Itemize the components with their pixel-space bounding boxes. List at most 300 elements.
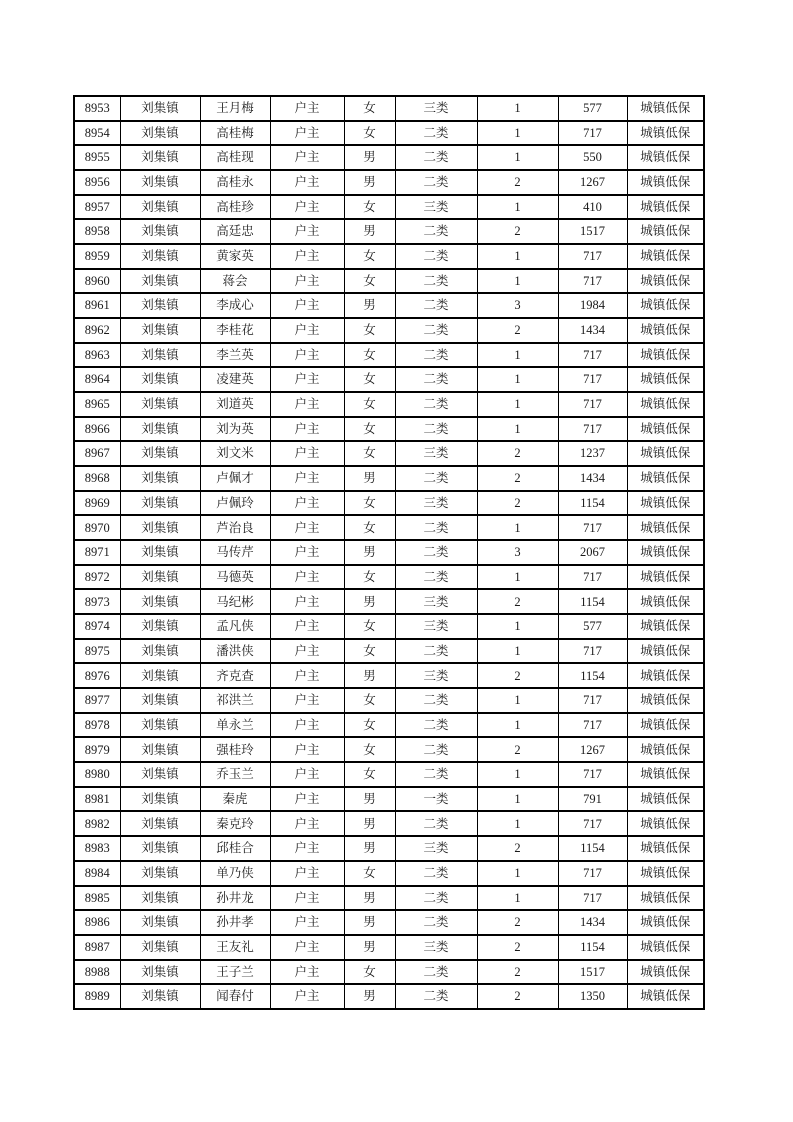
cell-relation: 户主 (270, 960, 344, 985)
cell-relation: 户主 (270, 614, 344, 639)
cell-category: 二类 (395, 367, 477, 392)
cell-welfare-type: 城镇低保 (627, 713, 704, 738)
cell-relation: 户主 (270, 639, 344, 664)
cell-town: 刘集镇 (120, 244, 200, 269)
cell-town: 刘集镇 (120, 836, 200, 861)
cell-relation: 户主 (270, 688, 344, 713)
cell-person-name: 刘为英 (200, 417, 270, 442)
cell-relation: 户主 (270, 565, 344, 590)
cell-welfare-type: 城镇低保 (627, 565, 704, 590)
cell-gender: 男 (344, 886, 395, 911)
cell-gender: 女 (344, 762, 395, 787)
cell-amount: 577 (558, 96, 627, 121)
cell-welfare-type: 城镇低保 (627, 762, 704, 787)
cell-town: 刘集镇 (120, 886, 200, 911)
cell-relation: 户主 (270, 244, 344, 269)
cell-person-count: 1 (477, 639, 558, 664)
cell-welfare-type: 城镇低保 (627, 269, 704, 294)
cell-category: 三类 (395, 663, 477, 688)
cell-welfare-type: 城镇低保 (627, 170, 704, 195)
cell-person-name: 闻春付 (200, 984, 270, 1009)
table-row (74, 491, 704, 516)
cell-amount: 717 (558, 392, 627, 417)
cell-serial-number: 8963 (74, 343, 120, 368)
cell-person-count: 2 (477, 737, 558, 762)
cell-person-count: 3 (477, 540, 558, 565)
cell-amount: 1517 (558, 219, 627, 244)
cell-town: 刘集镇 (120, 762, 200, 787)
cell-person-count: 2 (477, 219, 558, 244)
cell-person-count: 1 (477, 688, 558, 713)
table-row (74, 861, 704, 886)
cell-town: 刘集镇 (120, 515, 200, 540)
cell-person-name: 凌建英 (200, 367, 270, 392)
cell-relation: 户主 (270, 886, 344, 911)
cell-category: 二类 (395, 540, 477, 565)
cell-gender: 女 (344, 96, 395, 121)
cell-serial-number: 8984 (74, 861, 120, 886)
table-row (74, 515, 704, 540)
cell-category: 三类 (395, 589, 477, 614)
cell-person-count: 1 (477, 244, 558, 269)
cell-gender: 男 (344, 787, 395, 812)
cell-welfare-type: 城镇低保 (627, 910, 704, 935)
cell-serial-number: 8957 (74, 195, 120, 220)
cell-category: 一类 (395, 787, 477, 812)
cell-serial-number: 8967 (74, 441, 120, 466)
cell-amount: 550 (558, 145, 627, 170)
cell-relation: 户主 (270, 836, 344, 861)
cell-relation: 户主 (270, 713, 344, 738)
cell-category: 三类 (395, 195, 477, 220)
table-row (74, 219, 704, 244)
cell-relation: 户主 (270, 96, 344, 121)
cell-town: 刘集镇 (120, 960, 200, 985)
cell-town: 刘集镇 (120, 195, 200, 220)
cell-category: 三类 (395, 614, 477, 639)
cell-serial-number: 8979 (74, 737, 120, 762)
cell-welfare-type: 城镇低保 (627, 639, 704, 664)
cell-amount: 717 (558, 269, 627, 294)
cell-person-name: 孟凡侠 (200, 614, 270, 639)
cell-town: 刘集镇 (120, 688, 200, 713)
cell-person-count: 2 (477, 466, 558, 491)
cell-amount: 1267 (558, 737, 627, 762)
cell-relation: 户主 (270, 540, 344, 565)
cell-gender: 女 (344, 195, 395, 220)
cell-category: 二类 (395, 737, 477, 762)
cell-person-name: 孙井龙 (200, 886, 270, 911)
cell-town: 刘集镇 (120, 787, 200, 812)
cell-category: 二类 (395, 244, 477, 269)
cell-welfare-type: 城镇低保 (627, 688, 704, 713)
table-row (74, 96, 704, 121)
cell-town: 刘集镇 (120, 663, 200, 688)
cell-serial-number: 8987 (74, 935, 120, 960)
cell-category: 二类 (395, 318, 477, 343)
cell-welfare-type: 城镇低保 (627, 441, 704, 466)
cell-category: 三类 (395, 96, 477, 121)
cell-welfare-type: 城镇低保 (627, 787, 704, 812)
cell-amount: 577 (558, 614, 627, 639)
cell-person-name: 强桂玲 (200, 737, 270, 762)
cell-relation: 户主 (270, 318, 344, 343)
cell-amount: 1984 (558, 293, 627, 318)
cell-person-name: 高廷忠 (200, 219, 270, 244)
table-row (74, 441, 704, 466)
cell-amount: 1267 (558, 170, 627, 195)
cell-gender: 女 (344, 614, 395, 639)
cell-gender: 女 (344, 491, 395, 516)
cell-category: 二类 (395, 392, 477, 417)
cell-town: 刘集镇 (120, 293, 200, 318)
cell-relation: 户主 (270, 219, 344, 244)
cell-person-count: 1 (477, 392, 558, 417)
cell-gender: 男 (344, 910, 395, 935)
cell-person-name: 单乃侠 (200, 861, 270, 886)
cell-gender: 男 (344, 219, 395, 244)
cell-relation: 户主 (270, 417, 344, 442)
cell-person-name: 秦克玲 (200, 811, 270, 836)
cell-category: 二类 (395, 565, 477, 590)
cell-amount: 717 (558, 121, 627, 146)
cell-relation: 户主 (270, 466, 344, 491)
cell-relation: 户主 (270, 293, 344, 318)
table-row (74, 811, 704, 836)
cell-town: 刘集镇 (120, 614, 200, 639)
cell-serial-number: 8956 (74, 170, 120, 195)
cell-town: 刘集镇 (120, 910, 200, 935)
cell-town: 刘集镇 (120, 861, 200, 886)
cell-person-count: 1 (477, 565, 558, 590)
cell-amount: 1237 (558, 441, 627, 466)
cell-person-name: 马传芹 (200, 540, 270, 565)
cell-gender: 男 (344, 540, 395, 565)
cell-gender: 女 (344, 713, 395, 738)
cell-person-count: 1 (477, 121, 558, 146)
cell-welfare-type: 城镇低保 (627, 861, 704, 886)
cell-person-name: 高桂珍 (200, 195, 270, 220)
table-row (74, 565, 704, 590)
cell-town: 刘集镇 (120, 96, 200, 121)
cell-gender: 女 (344, 737, 395, 762)
cell-amount: 1434 (558, 466, 627, 491)
table-row (74, 984, 704, 1009)
cell-welfare-type: 城镇低保 (627, 367, 704, 392)
cell-town: 刘集镇 (120, 639, 200, 664)
cell-person-name: 秦虎 (200, 787, 270, 812)
cell-relation: 户主 (270, 491, 344, 516)
cell-town: 刘集镇 (120, 417, 200, 442)
cell-gender: 女 (344, 515, 395, 540)
cell-category: 二类 (395, 219, 477, 244)
cell-person-name: 齐克查 (200, 663, 270, 688)
table-row (74, 121, 704, 146)
cell-category: 二类 (395, 269, 477, 294)
cell-gender: 女 (344, 269, 395, 294)
cell-relation: 户主 (270, 343, 344, 368)
cell-serial-number: 8968 (74, 466, 120, 491)
cell-relation: 户主 (270, 910, 344, 935)
cell-amount: 2067 (558, 540, 627, 565)
table-row (74, 910, 704, 935)
cell-serial-number: 8959 (74, 244, 120, 269)
cell-amount: 1154 (558, 663, 627, 688)
table-row (74, 145, 704, 170)
cell-welfare-type: 城镇低保 (627, 195, 704, 220)
cell-serial-number: 8958 (74, 219, 120, 244)
cell-relation: 户主 (270, 145, 344, 170)
cell-person-name: 高桂梅 (200, 121, 270, 146)
cell-amount: 1434 (558, 910, 627, 935)
cell-relation: 户主 (270, 195, 344, 220)
cell-amount: 717 (558, 367, 627, 392)
cell-serial-number: 8986 (74, 910, 120, 935)
cell-town: 刘集镇 (120, 540, 200, 565)
cell-category: 二类 (395, 886, 477, 911)
cell-person-count: 2 (477, 491, 558, 516)
cell-person-count: 1 (477, 861, 558, 886)
cell-relation: 户主 (270, 170, 344, 195)
cell-town: 刘集镇 (120, 145, 200, 170)
cell-relation: 户主 (270, 367, 344, 392)
cell-category: 二类 (395, 417, 477, 442)
cell-gender: 女 (344, 367, 395, 392)
cell-gender: 男 (344, 663, 395, 688)
cell-person-count: 1 (477, 195, 558, 220)
cell-person-count: 1 (477, 787, 558, 812)
cell-welfare-type: 城镇低保 (627, 466, 704, 491)
cell-person-count: 2 (477, 836, 558, 861)
cell-person-name: 潘洪侠 (200, 639, 270, 664)
cell-person-count: 1 (477, 417, 558, 442)
cell-gender: 女 (344, 441, 395, 466)
cell-category: 二类 (395, 121, 477, 146)
cell-serial-number: 8975 (74, 639, 120, 664)
table-row (74, 663, 704, 688)
cell-person-count: 1 (477, 713, 558, 738)
cell-person-name: 李桂花 (200, 318, 270, 343)
cell-person-count: 1 (477, 96, 558, 121)
cell-person-count: 2 (477, 910, 558, 935)
cell-serial-number: 8953 (74, 96, 120, 121)
cell-serial-number: 8985 (74, 886, 120, 911)
cell-person-count: 1 (477, 367, 558, 392)
cell-gender: 女 (344, 121, 395, 146)
cell-amount: 1154 (558, 836, 627, 861)
cell-gender: 女 (344, 392, 395, 417)
cell-gender: 男 (344, 811, 395, 836)
cell-welfare-type: 城镇低保 (627, 96, 704, 121)
cell-town: 刘集镇 (120, 589, 200, 614)
cell-person-name: 单永兰 (200, 713, 270, 738)
cell-person-name: 卢佩玲 (200, 491, 270, 516)
cell-gender: 男 (344, 145, 395, 170)
cell-person-count: 1 (477, 145, 558, 170)
cell-amount: 410 (558, 195, 627, 220)
cell-town: 刘集镇 (120, 984, 200, 1009)
cell-serial-number: 8980 (74, 762, 120, 787)
cell-person-name: 王月梅 (200, 96, 270, 121)
cell-category: 二类 (395, 343, 477, 368)
cell-welfare-type: 城镇低保 (627, 244, 704, 269)
cell-welfare-type: 城镇低保 (627, 836, 704, 861)
cell-serial-number: 8978 (74, 713, 120, 738)
cell-serial-number: 8969 (74, 491, 120, 516)
cell-person-name: 邱桂合 (200, 836, 270, 861)
cell-gender: 男 (344, 836, 395, 861)
cell-amount: 1517 (558, 960, 627, 985)
cell-serial-number: 8971 (74, 540, 120, 565)
table-row (74, 935, 704, 960)
cell-serial-number: 8964 (74, 367, 120, 392)
cell-welfare-type: 城镇低保 (627, 589, 704, 614)
table-row (74, 787, 704, 812)
cell-welfare-type: 城镇低保 (627, 540, 704, 565)
cell-serial-number: 8977 (74, 688, 120, 713)
cell-welfare-type: 城镇低保 (627, 343, 704, 368)
cell-relation: 户主 (270, 269, 344, 294)
cell-gender: 男 (344, 984, 395, 1009)
cell-amount: 717 (558, 639, 627, 664)
cell-gender: 女 (344, 343, 395, 368)
cell-town: 刘集镇 (120, 811, 200, 836)
cell-gender: 女 (344, 861, 395, 886)
cell-person-name: 刘道英 (200, 392, 270, 417)
table-row (74, 836, 704, 861)
cell-category: 二类 (395, 170, 477, 195)
cell-category: 二类 (395, 713, 477, 738)
table-row (74, 343, 704, 368)
cell-person-name: 刘文米 (200, 441, 270, 466)
table-body (74, 96, 704, 1009)
cell-town: 刘集镇 (120, 441, 200, 466)
cell-welfare-type: 城镇低保 (627, 663, 704, 688)
cell-welfare-type: 城镇低保 (627, 121, 704, 146)
cell-welfare-type: 城镇低保 (627, 293, 704, 318)
cell-amount: 717 (558, 861, 627, 886)
cell-category: 三类 (395, 935, 477, 960)
cell-category: 二类 (395, 466, 477, 491)
cell-gender: 女 (344, 565, 395, 590)
table-row (74, 293, 704, 318)
cell-person-count: 1 (477, 343, 558, 368)
cell-gender: 女 (344, 417, 395, 442)
cell-gender: 男 (344, 935, 395, 960)
cell-amount: 717 (558, 762, 627, 787)
cell-welfare-type: 城镇低保 (627, 515, 704, 540)
cell-gender: 男 (344, 589, 395, 614)
cell-welfare-type: 城镇低保 (627, 145, 704, 170)
cell-relation: 户主 (270, 737, 344, 762)
cell-amount: 717 (558, 515, 627, 540)
cell-town: 刘集镇 (120, 713, 200, 738)
cell-serial-number: 8954 (74, 121, 120, 146)
cell-gender: 女 (344, 960, 395, 985)
table-row (74, 713, 704, 738)
cell-relation: 户主 (270, 811, 344, 836)
cell-serial-number: 8974 (74, 614, 120, 639)
cell-gender: 女 (344, 318, 395, 343)
cell-welfare-type: 城镇低保 (627, 960, 704, 985)
cell-town: 刘集镇 (120, 343, 200, 368)
cell-amount: 1434 (558, 318, 627, 343)
cell-relation: 户主 (270, 935, 344, 960)
cell-amount: 717 (558, 688, 627, 713)
cell-person-count: 1 (477, 269, 558, 294)
table-row (74, 466, 704, 491)
cell-amount: 717 (558, 343, 627, 368)
cell-person-count: 2 (477, 441, 558, 466)
table-row (74, 960, 704, 985)
cell-welfare-type: 城镇低保 (627, 984, 704, 1009)
cell-person-count: 2 (477, 170, 558, 195)
cell-category: 二类 (395, 910, 477, 935)
cell-amount: 1154 (558, 491, 627, 516)
cell-amount: 717 (558, 886, 627, 911)
cell-relation: 户主 (270, 392, 344, 417)
cell-amount: 1154 (558, 589, 627, 614)
table-row (74, 195, 704, 220)
cell-town: 刘集镇 (120, 466, 200, 491)
cell-gender: 女 (344, 639, 395, 664)
cell-welfare-type: 城镇低保 (627, 392, 704, 417)
cell-welfare-type: 城镇低保 (627, 737, 704, 762)
table-row (74, 639, 704, 664)
cell-town: 刘集镇 (120, 392, 200, 417)
cell-amount: 717 (558, 713, 627, 738)
welfare-roster-table (73, 95, 705, 1010)
cell-person-name: 祁洪兰 (200, 688, 270, 713)
cell-category: 二类 (395, 515, 477, 540)
cell-person-count: 2 (477, 960, 558, 985)
cell-serial-number: 8961 (74, 293, 120, 318)
cell-person-count: 2 (477, 589, 558, 614)
cell-amount: 717 (558, 565, 627, 590)
cell-town: 刘集镇 (120, 170, 200, 195)
cell-town: 刘集镇 (120, 219, 200, 244)
cell-serial-number: 8988 (74, 960, 120, 985)
cell-serial-number: 8970 (74, 515, 120, 540)
cell-serial-number: 8960 (74, 269, 120, 294)
cell-category: 二类 (395, 960, 477, 985)
cell-amount: 1154 (558, 935, 627, 960)
cell-gender: 男 (344, 170, 395, 195)
cell-serial-number: 8976 (74, 663, 120, 688)
cell-town: 刘集镇 (120, 491, 200, 516)
cell-person-name: 高桂永 (200, 170, 270, 195)
cell-person-count: 1 (477, 886, 558, 911)
table-row (74, 688, 704, 713)
table-row (74, 269, 704, 294)
cell-serial-number: 8973 (74, 589, 120, 614)
cell-person-name: 芦治良 (200, 515, 270, 540)
cell-welfare-type: 城镇低保 (627, 935, 704, 960)
cell-person-name: 乔玉兰 (200, 762, 270, 787)
cell-amount: 717 (558, 244, 627, 269)
cell-person-count: 1 (477, 614, 558, 639)
cell-category: 二类 (395, 639, 477, 664)
cell-serial-number: 8983 (74, 836, 120, 861)
table-row (74, 737, 704, 762)
cell-serial-number: 8972 (74, 565, 120, 590)
cell-serial-number: 8955 (74, 145, 120, 170)
cell-town: 刘集镇 (120, 367, 200, 392)
cell-relation: 户主 (270, 762, 344, 787)
cell-person-name: 王友礼 (200, 935, 270, 960)
table-row (74, 886, 704, 911)
cell-welfare-type: 城镇低保 (627, 318, 704, 343)
